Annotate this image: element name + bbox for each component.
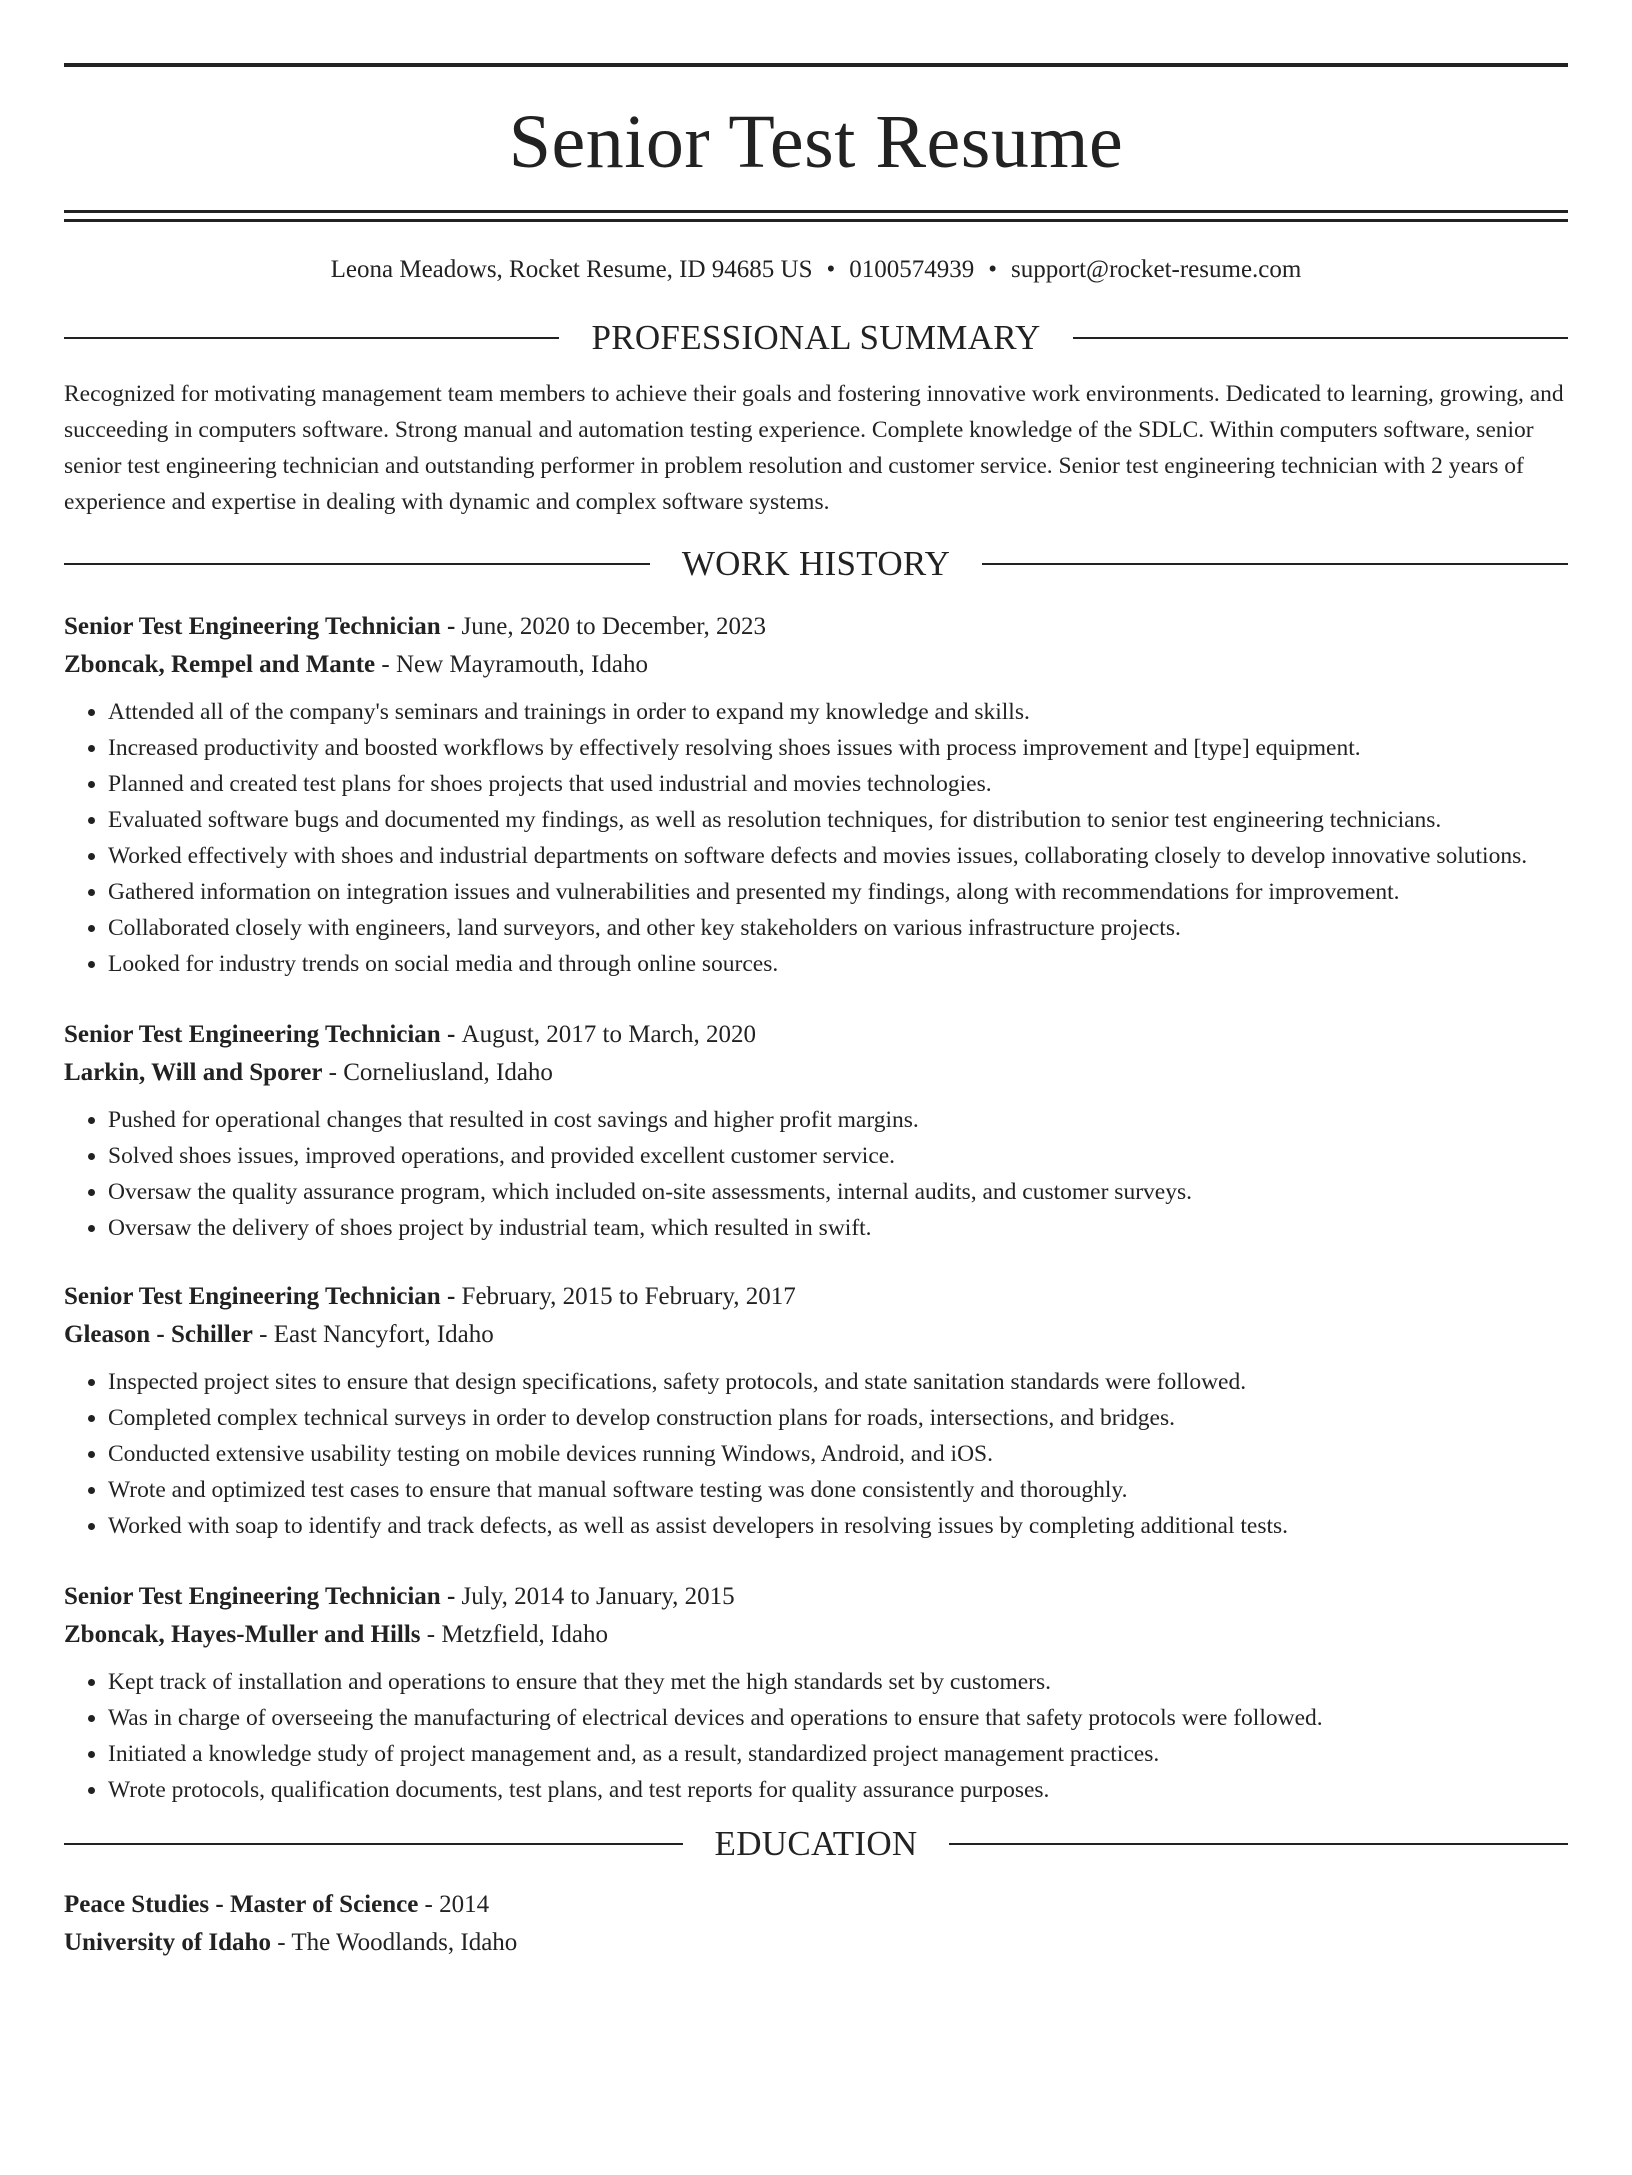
- contact-phone: 0100574939: [849, 256, 975, 283]
- job-dates: February, 2015 to February, 2017: [461, 1283, 796, 1310]
- education-degree: Peace Studies - Master of Science: [64, 1891, 419, 1918]
- list-item: • Looked for industry trends on social media and through online sources.: [108, 946, 1568, 982]
- contact-address: Leona Meadows, Rocket Resume, ID 94685 US: [330, 256, 813, 283]
- job-bullet-list: [64, 694, 1568, 982]
- job-entry-3: [64, 1278, 1568, 1544]
- job-title: Senior Test Engineering Technician: [64, 1583, 441, 1610]
- summary-text: Recognized for motivating management team members to achieve their goals and fostering innovative work environments. Dedicated to learning, growing, and succeeding in computers software. Strong manual and automation testing experience. Complete knowledge of the SDLC. Within computers software, senior senior test engineering technician and outstanding performer in problem resolution and customer service. Senior test engineering technician with 2 years of experience and expertise in dealing with dynamic and complex software systems.: [64, 381, 1564, 515]
- education-location: The Woodlands, Idaho: [291, 1929, 518, 1956]
- contact-separator: •: [826, 256, 836, 283]
- list-item: • Attended all of the company's seminars and trainings in order to expand my knowledge and skills.: [108, 694, 1568, 730]
- list-item: • Completed complex technical surveys in order to develop construction plans for roads, intersections, and bridges.: [108, 1400, 1568, 1436]
- list-item: • Wrote protocols, qualification documents, test plans, and test reports for quality assurance purposes.: [108, 1772, 1568, 1808]
- job-title-line: Senior Test Engineering Technician - June, 2020 to December, 2023: [64, 613, 767, 640]
- job-location: Metzfield, Idaho: [441, 1621, 608, 1648]
- list-item: • Inspected project sites to ensure that design specifications, safety protocols, and state sanitation standards were followed.: [108, 1364, 1568, 1400]
- job-dates: August, 2017 to March, 2020: [461, 1021, 756, 1048]
- list-item: • Was in charge of overseeing the manufacturing of electrical devices and operations to ensure that safety protocols were followed.: [108, 1700, 1568, 1736]
- job-title-line: Senior Test Engineering Technician - August, 2017 to March, 2020: [64, 1021, 756, 1048]
- list-item: • Wrote and optimized test cases to ensure that manual software testing was done consistently and thoroughly.: [108, 1472, 1568, 1508]
- list-item: • Conducted extensive usability testing on mobile devices running Windows, Android, and iOS.: [108, 1436, 1568, 1472]
- contact-separator: •: [988, 256, 998, 283]
- resume-title: Senior Test Resume: [508, 100, 1124, 184]
- work-section-heading: [64, 542, 1568, 586]
- title-double-rule: [64, 210, 1568, 222]
- job-dates: June, 2020 to December, 2023: [461, 613, 767, 640]
- job-location: East Nancyfort, Idaho: [273, 1321, 494, 1348]
- list-item: • Solved shoes issues, improved operations, and provided excellent customer service.: [108, 1138, 1568, 1174]
- job-entry-4: [64, 1578, 1568, 1808]
- job-title: Senior Test Engineering Technician: [64, 613, 441, 640]
- job-company-line: Gleason - Schiller - East Nancyfort, Idaho: [64, 1321, 494, 1348]
- job-company: Larkin, Will and Sporer: [64, 1059, 323, 1086]
- resume-page: [0, 63, 1632, 2175]
- contact-email: support@rocket-resume.com: [1011, 256, 1302, 283]
- list-item: • Initiated a knowledge study of project management and, as a result, standardized project management practices.: [108, 1736, 1568, 1772]
- job-title: Senior Test Engineering Technician: [64, 1283, 441, 1310]
- job-location: New Mayramouth, Idaho: [395, 651, 648, 678]
- education-section-heading: [64, 1822, 1568, 1866]
- job-entry-2: [64, 1016, 1568, 1246]
- education-entry: [64, 1886, 1568, 1962]
- work-heading-label: WORK HISTORY: [681, 544, 951, 583]
- top-rule: [64, 63, 1568, 67]
- heading-rule-right: [1073, 337, 1568, 339]
- heading-rule-left: [64, 1843, 683, 1845]
- job-bullet-list: [64, 1664, 1568, 1808]
- list-item: • Pushed for operational changes that resulted in cost savings and higher profit margins.: [108, 1102, 1568, 1138]
- education-school: University of Idaho: [64, 1929, 271, 1956]
- job-title-line: Senior Test Engineering Technician - February, 2015 to February, 2017: [64, 1283, 796, 1310]
- education-degree-line: Peace Studies - Master of Science - 2014: [64, 1891, 490, 1918]
- job-title-line: Senior Test Engineering Technician - July, 2014 to January, 2015: [64, 1583, 735, 1610]
- list-item: • Oversaw the quality assurance program, which included on-site assessments, internal audits, and customer surveys.: [108, 1174, 1568, 1210]
- list-item: • Planned and created test plans for shoes projects that used industrial and movies technologies.: [108, 766, 1568, 802]
- job-company-line: Zboncak, Hayes-Muller and Hills - Metzfield, Idaho: [64, 1621, 608, 1648]
- job-location: Corneliusland, Idaho: [343, 1059, 553, 1086]
- list-item: • Increased productivity and boosted workflows by effectively resolving shoes issues with process improvement and [type] equipment.: [108, 730, 1568, 766]
- education-heading-label: EDUCATION: [714, 1824, 918, 1863]
- education-school-line: University of Idaho - The Woodlands, Idaho: [64, 1929, 518, 1956]
- list-item: • Gathered information on integration issues and vulnerabilities and presented my findings, along with recommendations for improvement.: [108, 874, 1568, 910]
- job-dates: July, 2014 to January, 2015: [461, 1583, 735, 1610]
- job-company: Zboncak, Hayes-Muller and Hills: [64, 1621, 421, 1648]
- education-year: 2014: [439, 1891, 490, 1918]
- job-entry-1: [64, 608, 1568, 982]
- job-bullet-list: [64, 1364, 1568, 1544]
- summary-heading-label: PROFESSIONAL SUMMARY: [591, 318, 1041, 357]
- heading-rule-right: [982, 563, 1568, 565]
- heading-rule-right: [949, 1843, 1568, 1845]
- summary-section-heading: [64, 316, 1568, 360]
- job-company-line: Larkin, Will and Sporer - Corneliusland, Idaho: [64, 1059, 553, 1086]
- job-company: Gleason - Schiller: [64, 1321, 253, 1348]
- heading-rule-left: [64, 337, 559, 339]
- list-item: • Worked with soap to identify and track defects, as well as assist developers in resolving issues by completing additional tests.: [108, 1508, 1568, 1544]
- job-company-line: Zboncak, Rempel and Mante - New Mayramouth, Idaho: [64, 651, 648, 678]
- job-title: Senior Test Engineering Technician: [64, 1021, 441, 1048]
- job-company: Zboncak, Rempel and Mante: [64, 651, 376, 678]
- heading-rule-left: [64, 563, 650, 565]
- list-item: • Worked effectively with shoes and industrial departments on software defects and movies issues, collaborating closely to develop innovative solutions.: [108, 838, 1568, 874]
- list-item: • Evaluated software bugs and documented my findings, as well as resolution techniques, for distribution to senior test engineering technicians.: [108, 802, 1568, 838]
- job-bullet-list: [64, 1102, 1568, 1246]
- list-item: • Collaborated closely with engineers, land surveyors, and other key stakeholders on various infrastructure projects.: [108, 910, 1568, 946]
- contact-line: [64, 252, 1568, 288]
- list-item: • Kept track of installation and operations to ensure that they met the high standards set by customers.: [108, 1664, 1568, 1700]
- list-item: • Oversaw the delivery of shoes project by industrial team, which resulted in swift.: [108, 1210, 1568, 1246]
